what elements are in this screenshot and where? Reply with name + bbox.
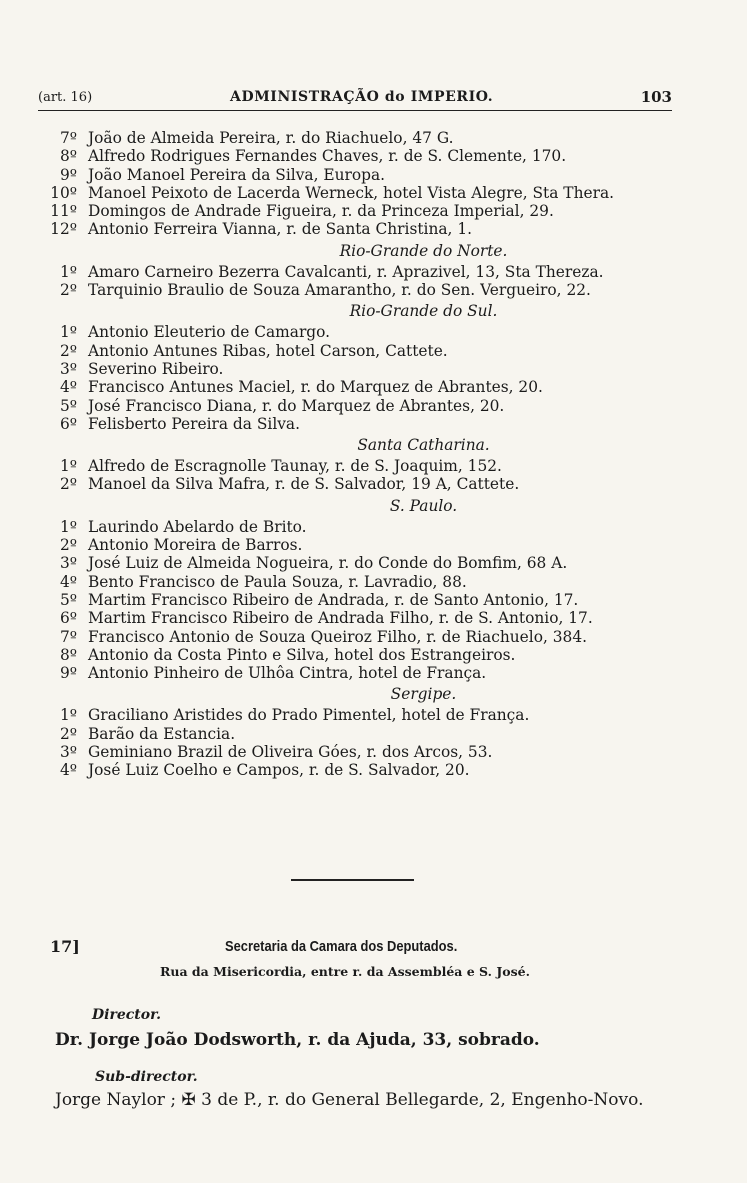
list-item [0,202,747,220]
section-divider [291,879,414,881]
entry-ordinal: 1º [59,706,77,725]
entry-ordinal: 1º [59,457,77,476]
list-item [0,166,747,184]
entry-text: Manoel Peixoto de Lacerda Werneck, hotel Vista Alegre, Sta Thera. [88,183,615,202]
entry-text: Martim Francisco Ribeiro de Andrada, r. de Santo Antonio, 17. [88,590,579,609]
secretaria-address: Rua da Misericordia, entre r. da Assembléa e S. José. [160,964,530,979]
entry-text: João Manoel Pereira da Silva, Europa. [88,165,386,184]
province-heading: S. Paulo. [389,496,458,515]
entry-ordinal: 4º [59,761,77,780]
entry-text: Manoel da Silva Mafra, r. de S. Salvador, 19 A, Cattete. [88,475,520,494]
entry-ordinal: 5º [59,590,77,609]
list-item [0,664,747,682]
entry-ordinal: 2º [59,475,77,494]
page-number: 103 [640,88,672,106]
director-entry: Dr. Jorge João Dodsworth, r. da Ajuda, 33, sobrado. [55,1030,540,1050]
list-item [0,761,747,779]
entry-text: Bento Francisco de Paula Souza, r. Lavradio, 88. [88,572,467,591]
list-item [0,475,747,493]
entry-ordinal: 1º [59,262,77,281]
entry-ordinal: 6º [59,414,77,433]
list-item [0,397,747,415]
list-item [0,628,747,646]
entry-text: Felisberto Pereira da Silva. [88,414,301,433]
entry-ordinal: 8º [59,147,77,166]
entry-ordinal: 11º [50,202,77,221]
list-item [0,591,747,609]
entry-ordinal: 10º [50,183,77,202]
subdirector-entry: Jorge Naylor ; ✠ 3 de P., r. do General Bellegarde, 2, Engenho-Novo. [55,1090,644,1110]
list-item [0,360,747,378]
entry-text: Domingos de Andrade Figueira, r. da Princeza Imperial, 29. [88,202,554,221]
list-item [0,147,747,165]
list-item [0,342,747,360]
province-heading: Santa Catharina. [357,436,490,455]
list-item [0,743,747,761]
entry-ordinal: 3º [59,554,77,573]
list-item [0,573,747,591]
list-item [0,706,747,724]
entry-text: Graciliano Aristides do Prado Pimentel, hotel de França. [88,706,530,725]
secretaria-title: Secretaria da Camara dos Deputados. [225,938,458,955]
entry-ordinal: 3º [59,743,77,762]
director-label: Director. [92,1007,162,1023]
entry-ordinal: 9º [59,165,77,184]
entry-text: Barão da Estancia. [88,724,236,743]
page-header [38,88,672,111]
entry-ordinal: 4º [59,572,77,591]
entry-text: Amaro Carneiro Bezerra Cavalcanti, r. Aprazivel, 13, Sta Thereza. [88,262,604,281]
list-item [0,281,747,299]
entry-ordinal: 3º [59,359,77,378]
province-heading: Rio-Grande do Norte. [339,241,508,260]
entry-ordinal: 5º [59,396,77,415]
entry-text: Antonio Antunes Ribas, hotel Carson, Cattete. [88,341,448,360]
list-item [0,609,747,627]
list-item [0,415,747,433]
list-item [0,263,747,281]
header-section-ref: (art. 16) [38,90,93,105]
entry-ordinal: 2º [59,536,77,555]
entry-ordinal: 7º [59,129,77,147]
entry-ordinal: 8º [59,645,77,664]
list-item [0,129,747,147]
province-heading: Rio-Grande do Sul. [349,302,498,321]
entry-ordinal: 9º [59,664,77,683]
entry-text: Francisco Antonio de Souza Queiroz Filho, r. de Riachuelo, 384. [88,627,588,646]
entry-ordinal: 4º [59,378,77,397]
entry-ordinal: 2º [59,341,77,360]
list-item [0,554,747,572]
entry-ordinal: 1º [59,517,77,536]
entry-text: Antonio Moreira de Barros. [88,536,303,555]
list-item [0,457,747,475]
secretaria-number: 17] [50,937,80,956]
list-item [0,184,747,202]
province-heading: Sergipe. [390,685,457,704]
entry-text: José Francisco Diana, r. do Marquez de Abrantes, 20. [88,396,505,415]
entry-text: Severino Ribeiro. [88,359,224,378]
entry-text: João de Almeida Pereira, r. do Riachuelo, 47 G. [88,129,454,147]
entry-text: José Luiz de Almeida Nogueira, r. do Conde do Bomfim, 68 A. [88,554,568,573]
entry-ordinal: 1º [59,323,77,342]
entry-ordinal: 2º [59,724,77,743]
deputies-list [0,129,747,780]
entry-text: Martim Francisco Ribeiro de Andrada Filho, r. de S. Antonio, 17. [88,609,593,628]
list-item [0,646,747,664]
entry-ordinal: 2º [59,281,77,300]
entry-text: Geminiano Brazil de Oliveira Góes, r. dos Arcos, 53. [88,743,493,762]
list-item [0,536,747,554]
list-item [0,378,747,396]
entry-text: Antonio Eleuterio de Camargo. [88,323,331,342]
entry-text: Antonio Pinheiro de Ulhôa Cintra, hotel de França. [88,664,487,683]
list-item [0,323,747,341]
header-title: ADMINISTRAÇÃO do IMPERIO. [230,89,494,105]
list-item [0,725,747,743]
list-item [0,220,747,238]
entry-ordinal: 12º [50,220,77,239]
entry-text: Alfredo de Escragnolle Taunay, r. de S. Joaquim, 152. [88,457,502,476]
entry-text: Tarquinio Braulio de Souza Amarantho, r. do Sen. Vergueiro, 22. [88,281,591,300]
entry-text: Antonio Ferreira Vianna, r. de Santa Christina, 1. [88,220,473,239]
subdirector-label: Sub-director. [95,1069,198,1085]
entry-text: Laurindo Abelardo de Brito. [88,517,307,536]
entry-text: José Luiz Coelho e Campos, r. de S. Salvador, 20. [88,761,470,780]
entry-text: Antonio da Costa Pinto e Silva, hotel dos Estrangeiros. [88,645,516,664]
secretaria-heading [50,937,690,963]
entry-text: Alfredo Rodrigues Fernandes Chaves, r. de S. Clemente, 170. [88,147,567,166]
list-item [0,518,747,536]
entry-text: Francisco Antunes Maciel, r. do Marquez de Abrantes, 20. [88,378,543,397]
entry-ordinal: 7º [59,627,77,646]
entry-ordinal: 6º [59,609,77,628]
